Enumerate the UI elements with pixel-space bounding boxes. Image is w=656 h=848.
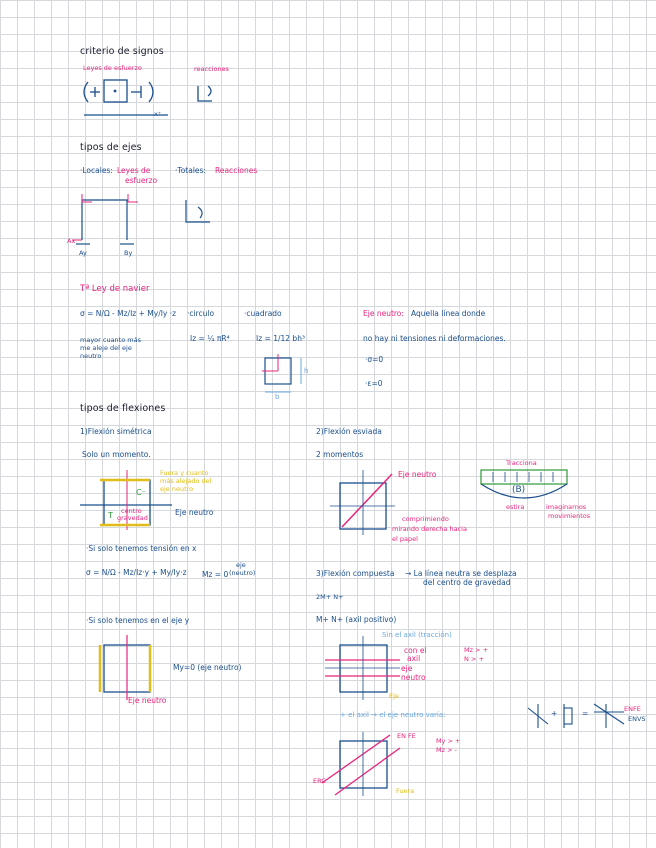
n-plus: N > +: [464, 655, 484, 663]
axil-positivo: M+ N+ (axil positivo): [316, 615, 397, 624]
circulo-label: ·circulo: [187, 309, 215, 318]
c-label: C⁻: [136, 488, 146, 497]
fuera-label: Fuera: [396, 787, 415, 795]
skew-section: [330, 470, 395, 535]
imaginarse: imaginarnos: [546, 503, 587, 511]
enfe-label: ENFE: [624, 705, 641, 713]
esviada-title: 2)Flexión esviada: [316, 427, 382, 436]
compuesta-def: → La línea neutra se desplaza: [405, 569, 517, 578]
mz-plus: Mz > +: [464, 646, 489, 654]
tipos-ejes-title: tipos de ejes: [80, 142, 142, 153]
con-axil2: axil: [407, 654, 421, 663]
by-label: By: [124, 249, 133, 257]
square-axes: [262, 354, 278, 371]
eje-y-comment: Fuera y cuanto: [160, 469, 209, 477]
sign-convention-box: [84, 80, 212, 115]
stress-superposition: [528, 704, 624, 728]
solo-momento: Solo un momento.: [82, 450, 151, 459]
eje-neutro-def2: no hay ni tensiones ni deformaciones.: [363, 334, 506, 343]
con-axil: con el: [404, 646, 427, 655]
flexiones-title: tipos de flexiones: [80, 403, 166, 414]
sin-axil: Sin el axil (tracción): [382, 631, 452, 639]
compresion3: el papel: [392, 535, 418, 543]
formula-x: σ = N/Ω - Mz/Iz·y + My/Iy·z: [86, 568, 187, 577]
cuadrado-label: ·cuadrado: [244, 309, 282, 318]
my-plus: My > +: [436, 737, 461, 745]
eje-neutro-def: Aquella línea donde: [411, 309, 486, 318]
compresion: comprimiendo: [402, 515, 449, 523]
eje-neutro-short: eje: [236, 561, 246, 569]
navier-note: mayor cuanto más: [80, 336, 141, 344]
compresion2: mirando derecha hacia: [392, 525, 467, 533]
mz0: Mz = 0: [202, 570, 229, 579]
estira-label: estira: [506, 503, 525, 511]
eje-neutro-label: Eje neutro:: [363, 309, 404, 318]
erc-label: ERC: [313, 777, 326, 785]
mz-minus: Mz > -: [436, 746, 457, 754]
navier-title: Tª Ley de navier: [80, 284, 150, 294]
eje-neutro-short2: (neutro): [229, 569, 256, 577]
sum-plus: +: [551, 709, 558, 718]
eje-y-title: ·Si solo tenemos en el eje y: [86, 616, 190, 625]
b-label: b: [275, 393, 280, 401]
navier-note2: me aleje del eje: [80, 344, 132, 352]
en-fe: EN FE: [397, 732, 416, 740]
locales-text: Leyes de: [117, 166, 151, 175]
eje-neutro-c: eje: [401, 664, 413, 673]
reacciones-label: reacciones: [194, 65, 229, 73]
h-label: h: [304, 367, 309, 375]
y-axis-section: [100, 635, 150, 700]
dos-momentos: 2 momentos: [316, 450, 364, 459]
sigma-zero: ·σ=0: [365, 355, 384, 364]
locales-text2: esfuerzo: [125, 176, 158, 185]
traccion-label: Tracciona: [506, 459, 537, 467]
simetrica-title: 1)Flexión simétrica: [80, 427, 152, 436]
ay-label: Ay: [79, 249, 87, 257]
compuesta-def2: del centro de gravedad: [423, 578, 511, 587]
t-label: T: [108, 511, 113, 520]
con-axil-nuevo: + el axil → el eje neutro varía:: [340, 711, 446, 719]
eje-neutro-c2: neutro: [401, 673, 426, 682]
centro-gravedad: centro: [121, 507, 142, 515]
x-axis-label: x⁺: [154, 110, 162, 118]
compuesta-title: 3)Flexión compuesta: [316, 569, 395, 578]
square-dims: [265, 358, 301, 392]
imaginarse2: movimientos: [548, 512, 591, 520]
n-mz: 2M+ N+: [316, 593, 344, 601]
leyes-label: Leyes de esfuerzo: [83, 64, 142, 72]
criterio-title: criterio de signos: [80, 46, 164, 57]
locales-label: ·Locales:: [80, 166, 113, 175]
b-section: (B): [512, 485, 526, 495]
eje-neutro-esv: Eje neutro: [398, 470, 437, 479]
my0-label: My=0 (eje neutro): [173, 663, 242, 672]
totales-text: Reacciones: [215, 166, 258, 175]
axial-section: [322, 732, 400, 796]
eje-e-label: Eje: [389, 692, 399, 700]
sum-eq: =: [582, 709, 589, 718]
eje-neutro-bottom: Eje neutro: [128, 696, 167, 705]
ax-label: Ax: [67, 237, 76, 245]
navier-note3: neutro: [80, 352, 102, 360]
centro-gravedad2: gravedad: [117, 514, 148, 522]
totales-label: ·Totales:: [175, 166, 206, 175]
cuadrado-formula: Iz = 1/12 bh³: [256, 334, 305, 343]
navier-formula: σ = N/Ω - Mz/Iz + My/Iy ·z: [80, 309, 177, 318]
compound-section: [325, 636, 400, 700]
eje-neutro-sim: Eje neutro: [175, 508, 214, 517]
eje-y-comment2: más alejado del: [160, 477, 212, 485]
frame-locales: [76, 200, 210, 244]
tension-x: ·Si solo tenemos tensión en x: [86, 544, 197, 553]
epsilon-zero: ·ε=0: [365, 379, 383, 388]
envs-label: ENVS: [628, 715, 646, 723]
circulo-formula: Iz = ¼ πR⁴: [190, 334, 230, 343]
eje-y-comment3: eje neutro: [160, 485, 194, 493]
